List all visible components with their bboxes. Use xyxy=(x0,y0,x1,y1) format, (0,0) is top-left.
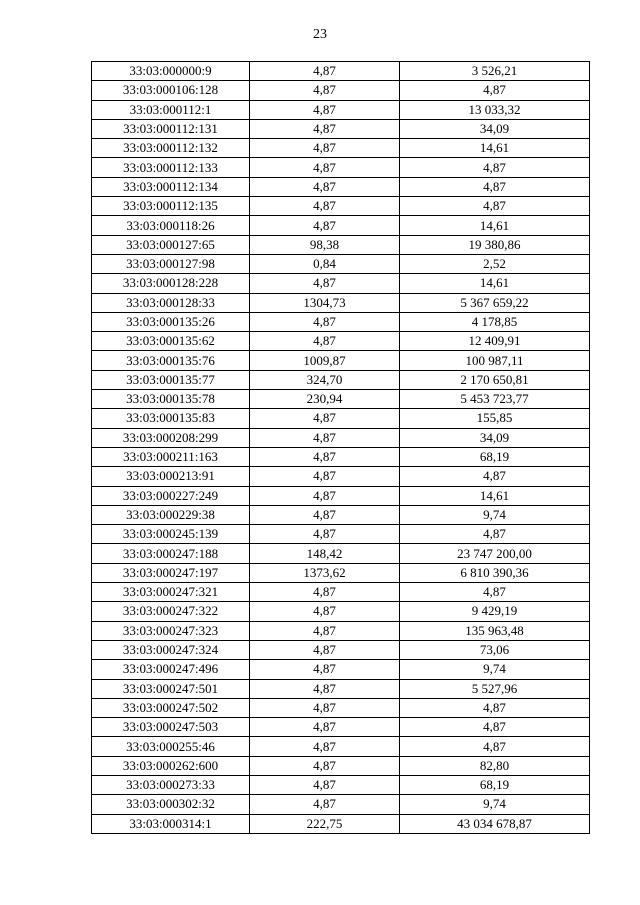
page-number: 23 xyxy=(313,27,327,42)
value-cell: 4,87 xyxy=(250,602,400,621)
cadastral-number-cell: 33:03:000128:33 xyxy=(92,293,250,312)
value-cell: 4,87 xyxy=(250,505,400,524)
cadastral-number-cell: 33:03:000247:197 xyxy=(92,563,250,582)
cadastral-number-cell: 33:03:000135:76 xyxy=(92,351,250,370)
cadastral-number-cell: 33:03:000262:600 xyxy=(92,756,250,775)
table-row xyxy=(92,660,590,679)
value-cell: 4,87 xyxy=(250,62,400,81)
table-row xyxy=(92,428,590,447)
table-row xyxy=(92,254,590,273)
value-cell: 4,87 xyxy=(250,525,400,544)
table-row xyxy=(92,312,590,331)
table-row xyxy=(92,332,590,351)
table-row xyxy=(92,467,590,486)
value-cell: 4,87 xyxy=(250,640,400,659)
value-cell: 4,87 xyxy=(250,81,400,100)
value-cell: 4,87 xyxy=(250,119,400,138)
table-row xyxy=(92,216,590,235)
cadastral-number-cell: 33:03:000247:503 xyxy=(92,718,250,737)
value-cell: 4,87 xyxy=(250,679,400,698)
amount-cell: 4 178,85 xyxy=(400,312,590,331)
value-cell: 148,42 xyxy=(250,544,400,563)
table-row xyxy=(92,486,590,505)
value-cell: 4,87 xyxy=(250,660,400,679)
amount-cell: 19 380,86 xyxy=(400,235,590,254)
cadastral-number-cell: 33:03:000247:321 xyxy=(92,583,250,602)
value-cell: 230,94 xyxy=(250,390,400,409)
amount-cell: 4,87 xyxy=(400,467,590,486)
cadastral-number-cell: 33:03:000247:322 xyxy=(92,602,250,621)
cadastral-number-cell: 33:03:000314:1 xyxy=(92,814,250,833)
cadastral-number-cell: 33:03:000135:62 xyxy=(92,332,250,351)
cadastral-number-cell: 33:03:000255:46 xyxy=(92,737,250,756)
table-row xyxy=(92,351,590,370)
value-cell: 4,87 xyxy=(250,737,400,756)
value-cell: 4,87 xyxy=(250,756,400,775)
table-row xyxy=(92,139,590,158)
table-row xyxy=(92,621,590,640)
value-cell: 4,87 xyxy=(250,332,400,351)
cadastral-number-cell: 33:03:000247:324 xyxy=(92,640,250,659)
table-row xyxy=(92,197,590,216)
cadastral-number-cell: 33:03:000247:188 xyxy=(92,544,250,563)
amount-cell: 4,87 xyxy=(400,583,590,602)
amount-cell: 135 963,48 xyxy=(400,621,590,640)
cadastral-number-cell: 33:03:000135:26 xyxy=(92,312,250,331)
value-cell: 4,87 xyxy=(250,447,400,466)
amount-cell: 5 527,96 xyxy=(400,679,590,698)
table-row xyxy=(92,795,590,814)
value-cell: 4,87 xyxy=(250,486,400,505)
table-row xyxy=(92,775,590,794)
value-cell: 4,87 xyxy=(250,274,400,293)
cadastral-number-cell: 33:03:000273:33 xyxy=(92,775,250,794)
table-row xyxy=(92,583,590,602)
amount-cell: 9,74 xyxy=(400,660,590,679)
amount-cell: 4,87 xyxy=(400,177,590,196)
value-cell: 324,70 xyxy=(250,370,400,389)
cadastral-number-cell: 33:03:000000:9 xyxy=(92,62,250,81)
amount-cell: 4,87 xyxy=(400,158,590,177)
amount-cell: 4,87 xyxy=(400,197,590,216)
value-cell: 4,87 xyxy=(250,177,400,196)
table-row xyxy=(92,544,590,563)
amount-cell: 34,09 xyxy=(400,428,590,447)
value-cell: 4,87 xyxy=(250,139,400,158)
amount-cell: 4,87 xyxy=(400,81,590,100)
amount-cell: 2 170 650,81 xyxy=(400,370,590,389)
value-cell: 0,84 xyxy=(250,254,400,273)
cadastral-number-cell: 33:03:000208:299 xyxy=(92,428,250,447)
table-row xyxy=(92,525,590,544)
value-cell: 4,87 xyxy=(250,467,400,486)
table-row xyxy=(92,390,590,409)
table-row xyxy=(92,563,590,582)
amount-cell: 14,61 xyxy=(400,486,590,505)
cadastral-number-cell: 33:03:000127:65 xyxy=(92,235,250,254)
cadastral-number-cell: 33:03:000135:77 xyxy=(92,370,250,389)
cadastral-number-cell: 33:03:000127:98 xyxy=(92,254,250,273)
table-row xyxy=(92,718,590,737)
value-cell: 1009,87 xyxy=(250,351,400,370)
cadastral-number-cell: 33:03:000112:131 xyxy=(92,119,250,138)
amount-cell: 14,61 xyxy=(400,274,590,293)
amount-cell: 100 987,11 xyxy=(400,351,590,370)
cadastral-number-cell: 33:03:000112:1 xyxy=(92,100,250,119)
cadastral-number-cell: 33:03:000302:32 xyxy=(92,795,250,814)
table-row xyxy=(92,640,590,659)
amount-cell: 68,19 xyxy=(400,775,590,794)
value-cell: 1373,62 xyxy=(250,563,400,582)
amount-cell: 82,80 xyxy=(400,756,590,775)
amount-cell: 5 367 659,22 xyxy=(400,293,590,312)
table-row xyxy=(92,119,590,138)
value-cell: 4,87 xyxy=(250,621,400,640)
table-row xyxy=(92,602,590,621)
cadastral-number-cell: 33:03:000112:132 xyxy=(92,139,250,158)
amount-cell: 4,87 xyxy=(400,698,590,717)
amount-cell: 6 810 390,36 xyxy=(400,563,590,582)
table-row xyxy=(92,737,590,756)
table-row xyxy=(92,814,590,833)
amount-cell: 4,87 xyxy=(400,737,590,756)
value-cell: 4,87 xyxy=(250,100,400,119)
table-row xyxy=(92,409,590,428)
amount-cell: 14,61 xyxy=(400,216,590,235)
amount-cell: 3 526,21 xyxy=(400,62,590,81)
value-cell: 4,87 xyxy=(250,775,400,794)
cadastral-number-cell: 33:03:000247:502 xyxy=(92,698,250,717)
value-cell: 4,87 xyxy=(250,312,400,331)
table-row xyxy=(92,370,590,389)
amount-cell: 68,19 xyxy=(400,447,590,466)
cadastral-number-cell: 33:03:000112:135 xyxy=(92,197,250,216)
table-row xyxy=(92,100,590,119)
cadastral-number-cell: 33:03:000229:38 xyxy=(92,505,250,524)
value-cell: 4,87 xyxy=(250,216,400,235)
amount-cell: 34,09 xyxy=(400,119,590,138)
cadastral-number-cell: 33:03:000247:323 xyxy=(92,621,250,640)
table-row xyxy=(92,505,590,524)
cadastral-number-cell: 33:03:000211:163 xyxy=(92,447,250,466)
amount-cell: 5 453 723,77 xyxy=(400,390,590,409)
value-cell: 98,38 xyxy=(250,235,400,254)
value-cell: 4,87 xyxy=(250,158,400,177)
table-row xyxy=(92,756,590,775)
cadastral-number-cell: 33:03:000247:496 xyxy=(92,660,250,679)
table-row xyxy=(92,235,590,254)
amount-cell: 9 429,19 xyxy=(400,602,590,621)
cadastral-number-cell: 33:03:000227:249 xyxy=(92,486,250,505)
cadastral-number-cell: 33:03:000112:133 xyxy=(92,158,250,177)
amount-cell: 2,52 xyxy=(400,254,590,273)
cadastral-number-cell: 33:03:000135:78 xyxy=(92,390,250,409)
amount-cell: 12 409,91 xyxy=(400,332,590,351)
table-row xyxy=(92,293,590,312)
value-cell: 4,87 xyxy=(250,197,400,216)
amount-cell: 73,06 xyxy=(400,640,590,659)
table-row xyxy=(92,177,590,196)
table-row xyxy=(92,679,590,698)
table-row xyxy=(92,447,590,466)
value-cell: 4,87 xyxy=(250,698,400,717)
table-row xyxy=(92,62,590,81)
amount-cell: 155,85 xyxy=(400,409,590,428)
table-row xyxy=(92,81,590,100)
cadastral-number-cell: 33:03:000118:26 xyxy=(92,216,250,235)
cadastral-number-cell: 33:03:000128:228 xyxy=(92,274,250,293)
table-row xyxy=(92,274,590,293)
amount-cell: 4,87 xyxy=(400,525,590,544)
amount-cell: 9,74 xyxy=(400,795,590,814)
value-cell: 1304,73 xyxy=(250,293,400,312)
cadastral-number-cell: 33:03:000112:134 xyxy=(92,177,250,196)
table-body xyxy=(92,62,590,834)
amount-cell: 43 034 678,87 xyxy=(400,814,590,833)
table-row xyxy=(92,698,590,717)
value-cell: 4,87 xyxy=(250,409,400,428)
value-cell: 4,87 xyxy=(250,795,400,814)
amount-cell: 13 033,32 xyxy=(400,100,590,119)
amount-cell: 14,61 xyxy=(400,139,590,158)
value-cell: 4,87 xyxy=(250,428,400,447)
cadastral-number-cell: 33:03:000213:91 xyxy=(92,467,250,486)
value-cell: 222,75 xyxy=(250,814,400,833)
amount-cell: 23 747 200,00 xyxy=(400,544,590,563)
value-cell: 4,87 xyxy=(250,718,400,737)
amount-cell: 4,87 xyxy=(400,718,590,737)
cadastral-number-cell: 33:03:000245:139 xyxy=(92,525,250,544)
cadastral-number-cell: 33:03:000247:501 xyxy=(92,679,250,698)
data-table xyxy=(91,61,590,834)
table-row xyxy=(92,158,590,177)
cadastral-number-cell: 33:03:000135:83 xyxy=(92,409,250,428)
cadastral-number-cell: 33:03:000106:128 xyxy=(92,81,250,100)
amount-cell: 9,74 xyxy=(400,505,590,524)
value-cell: 4,87 xyxy=(250,583,400,602)
